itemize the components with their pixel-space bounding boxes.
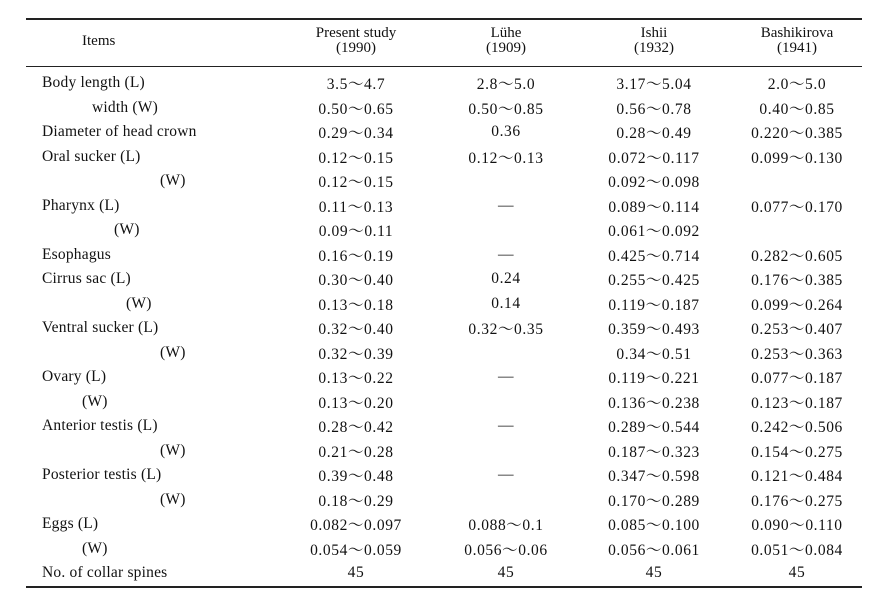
table-cell: 0.082～0.097 [310,517,402,535]
table-cell: — [497,196,515,214]
table-cell: — [497,417,515,435]
table-cell: 0.089～0.114 [608,198,700,216]
table-cell: 2.0～5.0 [767,76,827,94]
row-label: Body length (L) [42,74,145,92]
table-cell: 0.11～0.13 [318,198,394,216]
table-row [26,316,862,341]
table-cell: 0.425～0.714 [608,247,700,265]
header-luhe: Lühe (1909) [486,25,526,56]
table-cell: 0.077～0.187 [751,370,843,388]
bottom-rule [26,586,862,588]
row-label: (W) [82,539,108,557]
table-cell: 0.40～0.85 [759,100,835,118]
table-cell: 0.154～0.275 [751,443,843,461]
table-cell: 0.054～0.059 [310,541,402,559]
table-cell: 0.359～0.493 [608,321,700,339]
table-row [26,96,862,121]
row-label: Ovary (L) [42,368,107,386]
table-row [26,512,862,537]
table-cell: 0.123～0.187 [751,394,843,412]
table-cell: 0.136～0.238 [608,394,700,412]
table-cell: 0.29～0.34 [318,125,394,143]
table-cell: — [497,466,515,484]
row-label: (W) [160,343,186,361]
table-cell: 0.187～0.323 [608,443,700,461]
table-cell: — [497,368,515,386]
table-cell: 0.088～0.1 [468,517,544,535]
table-cell: 45 [347,564,365,582]
table-cell: 0.242～0.506 [751,419,843,437]
row-label: Esophagus [42,245,111,263]
table-cell: 0.051～0.084 [751,541,843,559]
table-cell: 0.092～0.098 [608,174,700,192]
table-cell: 45 [788,564,806,582]
table-row [26,169,862,194]
table-cell: 0.39～0.48 [318,468,394,486]
table-cell: 0.099～0.264 [751,296,843,314]
row-label: (W) [160,441,186,459]
table-cell: 0.072～0.117 [608,149,700,167]
row-label: No. of collar spines [42,564,168,582]
row-label: Posterior testis (L) [42,466,162,484]
row-label: (W) [160,490,186,508]
table-cell: 0.34～0.51 [616,345,692,363]
table-cell: 0.13～0.18 [318,296,394,314]
table-cell: 45 [497,564,515,582]
table-cell: 2.8～5.0 [476,76,536,94]
table-cell: 0.220～0.385 [751,125,843,143]
table-cell: 0.32～0.40 [318,321,394,339]
table-cell: 0.30～0.40 [318,272,394,290]
table-cell: 0.12～0.13 [468,149,544,167]
table-cell: 0.28～0.42 [318,419,394,437]
table-cell: 0.32～0.35 [468,321,544,339]
table-row [26,414,862,439]
table-row [26,463,862,488]
table-cell: 0.099～0.130 [751,149,843,167]
table-cell: 3.17～5.04 [616,76,692,94]
table-cell: 0.090～0.110 [751,517,843,535]
table-cell: 0.253～0.407 [751,321,843,339]
measurement-table-container [26,18,862,588]
row-label: width (W) [92,98,158,116]
row-label: Eggs (L) [42,515,99,533]
row-label: (W) [126,294,152,312]
table-cell [436,488,576,513]
table-cell: 0.119～0.221 [608,370,700,388]
table-row [26,488,862,513]
table-row [26,218,862,243]
row-label: Pharynx (L) [42,196,120,214]
table-cell: 0.061～0.092 [608,223,700,241]
table-cell: 0.119～0.187 [608,296,700,314]
table-cell [732,218,862,243]
table-cell: 0.21～0.28 [318,443,394,461]
table-cell: 0.255～0.425 [608,272,700,290]
header-present-study: Present study (1990) [315,25,397,56]
table-row [26,365,862,390]
table-cell: 0.56～0.78 [616,100,692,118]
table-cell: 0.50～0.85 [468,100,544,118]
table-cell [436,169,576,194]
table-cell: 0.36 [491,123,521,141]
table-cell: 0.121～0.484 [751,468,843,486]
table-row [26,267,862,292]
table-cell: 0.282～0.605 [751,247,843,265]
table-cell: 0.24 [491,270,521,288]
header-items: Items [82,32,116,49]
table-cell: 0.253～0.363 [751,345,843,363]
table-row [26,390,862,415]
table-row [26,561,862,586]
table-row [26,145,862,170]
table-cell [436,439,576,464]
row-label: (W) [82,392,108,410]
table-cell: 0.14 [491,294,521,312]
table-cell: 0.170～0.289 [608,492,700,510]
table-row [26,194,862,219]
table-cell: 0.077～0.170 [751,198,843,216]
table-cell: 0.176～0.275 [751,492,843,510]
table-cell: 0.12～0.15 [318,149,394,167]
table-cell: 0.289～0.544 [608,419,700,437]
row-label: Diameter of head crown [42,123,197,141]
measurement-table [26,20,862,62]
table-row [26,67,862,96]
row-label: Oral sucker (L) [42,147,141,165]
row-label: (W) [160,172,186,190]
table-cell [436,341,576,366]
table-cell: 0.056～0.06 [464,541,548,559]
table-row [26,292,862,317]
table-cell [436,218,576,243]
row-label: Cirrus sac (L) [42,270,131,288]
measurement-table-body [26,67,862,586]
table-cell: 0.13～0.20 [318,394,394,412]
table-row [26,243,862,268]
row-label: (W) [114,221,140,239]
table-cell: 0.18～0.29 [318,492,394,510]
table-cell: 0.32～0.39 [318,345,394,363]
table-cell: 0.085～0.100 [608,517,700,535]
table-cell: 0.347～0.598 [608,468,700,486]
table-cell: 0.176～0.385 [751,272,843,290]
table-row [26,439,862,464]
table-cell: 3.5～4.7 [326,76,386,94]
table-cell [732,169,862,194]
table-cell: 0.13～0.22 [318,370,394,388]
table-row [26,537,862,562]
table-cell: 0.12～0.15 [318,174,394,192]
table-cell [436,390,576,415]
table-row [26,120,862,145]
table-cell: 0.09～0.11 [318,223,394,241]
row-label: Anterior testis (L) [42,417,158,435]
table-cell: 0.16～0.19 [318,247,394,265]
table-header [26,20,862,62]
table-body [26,67,862,586]
header-ishii: Ishii (1932) [634,25,674,56]
table-row [26,341,862,366]
header-bashikirova: Bashikirova (1941) [760,25,834,56]
table-cell: 0.50～0.65 [318,100,394,118]
table-cell: 0.28～0.49 [616,125,692,143]
row-label: Ventral sucker (L) [42,319,159,337]
table-cell: 0.056～0.061 [608,541,700,559]
table-cell: 45 [645,564,663,582]
table-cell: — [497,245,515,263]
